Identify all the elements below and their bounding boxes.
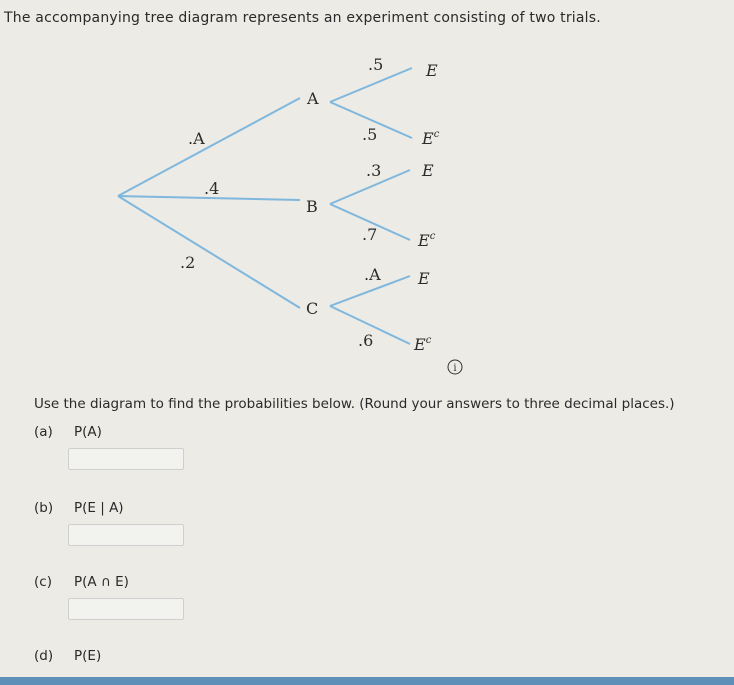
prob-a: .A xyxy=(188,129,205,148)
node-c: C xyxy=(306,299,319,318)
branch-c xyxy=(118,196,300,308)
prob-c-e: .A xyxy=(364,265,381,284)
node-a: A xyxy=(307,89,319,108)
prob-b: .4 xyxy=(204,179,220,198)
answer-a-input[interactable] xyxy=(68,448,184,470)
part-b-label: (b) P(E | A) xyxy=(34,500,124,516)
instructions: Use the diagram to find the probabilities below. (Round your answers to three decimal places.) xyxy=(34,396,675,412)
prob-a-e: .5 xyxy=(368,55,384,74)
answer-c-input[interactable] xyxy=(68,598,184,620)
answer-b-input[interactable] xyxy=(68,524,184,546)
outcome-a-e: E xyxy=(426,61,438,80)
part-a-label: (a) P(A) xyxy=(34,424,102,440)
info-icon[interactable] xyxy=(448,360,462,374)
tree-diagram xyxy=(0,40,520,380)
problem-intro: The accompanying tree diagram represents an experiment consisting of two trials. xyxy=(4,10,601,26)
prob-b-e: .3 xyxy=(366,161,382,180)
prob-c: .2 xyxy=(180,253,196,272)
svg-text:i: i xyxy=(453,363,457,374)
outcome-a-ec: $E^c$ xyxy=(422,129,440,148)
node-b: B xyxy=(306,197,318,216)
outcome-b-ec: $E^c$ xyxy=(418,231,436,250)
part-d-label: (d) P(E) xyxy=(34,648,102,664)
prob-c-ec: .6 xyxy=(358,331,374,350)
part-c-label: (c) P(A ∩ E) xyxy=(34,574,129,590)
prob-b-ec: .7 xyxy=(362,225,378,244)
prob-a-ec: .5 xyxy=(362,125,378,144)
outcome-c-e: E xyxy=(418,269,430,288)
outcome-b-e: E xyxy=(422,161,434,180)
outcome-c-ec: $E^c$ xyxy=(414,335,432,354)
bottom-bar xyxy=(0,677,734,685)
